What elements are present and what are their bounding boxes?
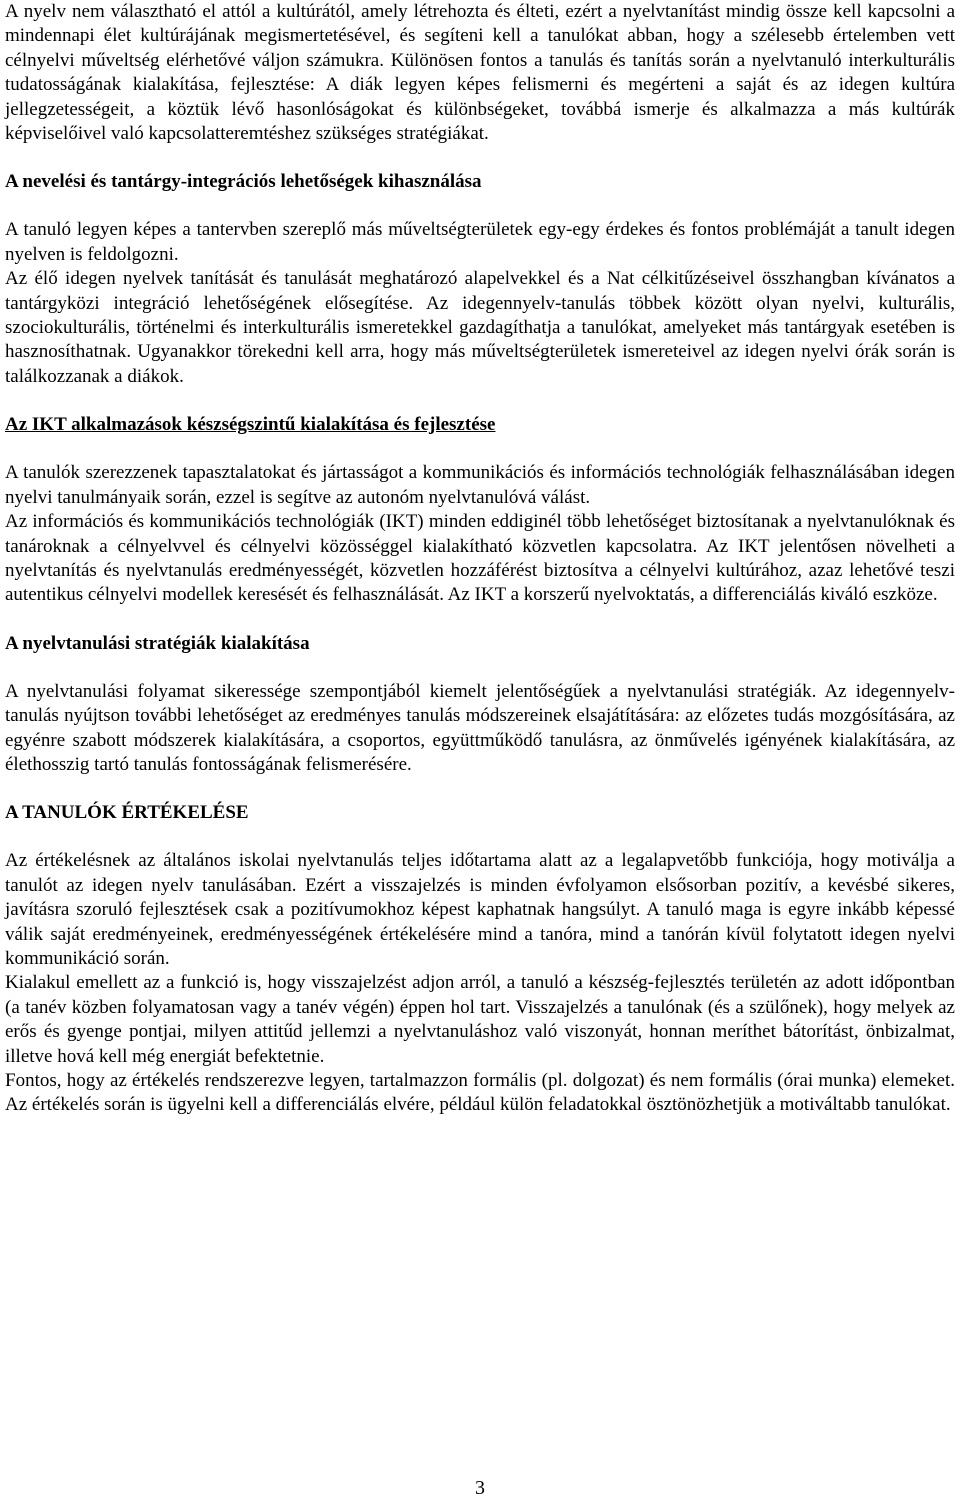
evaluation-paragraph-2: Kialakul emellett az a funkció is, hogy visszajelzést adjon arról, a tanuló a készség-fejlesztés területén az adott időpontban (a tanév közben folyamatosan vagy a tanév végén) éppen hol tart. Visszajelzés a tanulónak (és a szülőnek), hogy melyek az erős és gyenge pontjai, milyen attitűd jellemzi a nyelvtanuláshoz való viszonyát, honnan meríthet bátorítást, önbizalmat, illetve hová kell még energiát befektetnie.	[5, 972, 955, 1067]
intro-paragraph: A nyelv nem választható el attól a kultúrától, amely létrehozta és élteti, ezért a nyelvtanítást mindig össze kell kapcsolni a mindennapi élet kultúrájának megismertetésével, és segíteni kell a tanulókat abban, hogy a szélesebb értelemben vett célnyelvi műveltség elérhetővé váljon számukra. Különösen fontos a tanulás és tanítás során a nyelvtanuló interkulturális tudatosságának kialakítása, fejlesztése: A diák legyen képes felismerni és megérteni a saját és az idegen kultúra jellegzetességeit, a köztük lévő hasonlóságokat és különbségeket, továbbá ismerje és alkalmazza a más kultúrák képviselőivel való kapcsolatteremtéshez szükséges stratégiákat.	[5, 1, 955, 145]
document-page	[5, 0, 955, 1118]
evaluation-paragraph-1: Az értékelésnek az általános iskolai nyelvtanulás teljes időtartama alatt az a legalapvetőbb funkciója, hogy motiválja a tanulót az idegen nyelv tanulásában. Ezért a visszajelzés is minden évfolyamon elsősorban pozitív, a kevésbé sikeres, javításra szoruló fejlesztések csak a pozitívumokhoz képest kaphatnak hangsúlyt. A tanuló maga is egyre inkább képessé válik saját eredményeinek, eredményességének értékelésére mind a tanóra, mind a tanórán kívül folytatott idegen nyelvi kommunikáció során.	[5, 850, 955, 969]
integration-paragraph-2: Az élő idegen nyelvek tanítását és tanulását meghatározó alapelvekkel és a Nat célkitűzéseivel összhangban kívánatos a tantárgyközi integráció lehetőségének elősegítése. Az idegennyelv-tanulás többek között olyan nyelvi, kulturális, szociokulturális, történelmi és interkulturális ismeretekkel gazdagíthatja a tanulókat, amelyeket más tantárgyak esetében is hasznosíthatnak. Ugyanakkor törekedni kell arra, hogy más műveltségterületek ismereteivel az idegen nyelvi órák során is találkozzanak a diákok.	[5, 268, 955, 387]
section-heading-integration: A nevelési és tantárgy-integrációs lehetőségek kihasználása	[5, 171, 482, 193]
strategies-paragraph-1: A nyelvtanulási folyamat sikeressége szempontjából kiemelt jelentőségűek a nyelvtanulási stratégiák. Az idegennyelv-tanulás nyújtson további lehetőséget az eredményes tanulás módszereinek elsajátítására: az előzetes tudás mozgósítására, az egyénre szabott módszerek kialakítására, a csoportos, együttműködő tanulásra, az önművelés igényének kialakítására, az élethosszig tartó tanulás fontosságának felismerésére.	[5, 680, 955, 775]
section-heading-ikt: Az IKT alkalmazások készségszintű kialakítása és fejlesztése	[5, 414, 496, 436]
ikt-paragraph-2: Az információs és kommunikációs technológiák (IKT) minden eddiginél több lehetőséget biztosítanak a nyelvtanulóknak és tanároknak a célnyelvvel és célnyelvi közösséggel kialakítható közvetlen kapcsolatra. Az IKT jelentősen növelheti a nyelvtanítás és nyelvtanulás eredményességét, közvetlen hozzáférést biztosítva a célnyelvi kultúrához, azaz lehetővé teszi autentikus célnyelvi modellek keresését és felhasználását. Az IKT a korszerű nyelvoktatás, a differenciálás kiváló eszköze.	[5, 511, 955, 606]
section-heading-strategies: A nyelvtanulási stratégiák kialakítása	[5, 632, 310, 654]
evaluation-paragraph-3: Fontos, hogy az értékelés rendszerezve legyen, tartalmazzon formális (pl. dolgozat) és nem formális (órai munka) elemeket. Az értékelés során is ügyelni kell a differenciálás elvére, például külön feladatokkal ösztönözhetjük a motiváltabb tanulókat.	[5, 1070, 955, 1116]
section-heading-evaluation: A TANULÓK ÉRTÉKELÉSE	[5, 802, 249, 824]
page-number: 3	[475, 1477, 485, 1499]
integration-paragraph-1: A tanuló legyen képes a tantervben szereplő más műveltségterületek egy-egy érdekes és fontos problémáját a tanult idegen nyelven is feldolgozni.	[5, 219, 955, 265]
ikt-paragraph-1: A tanulók szerezzenek tapasztalatokat és jártasságot a kommunikációs és információs technológiák felhasználásában idegen nyelvi tanulmányaik során, ezzel is segítve az autonóm nyelvtanulóvá válást.	[5, 462, 955, 508]
